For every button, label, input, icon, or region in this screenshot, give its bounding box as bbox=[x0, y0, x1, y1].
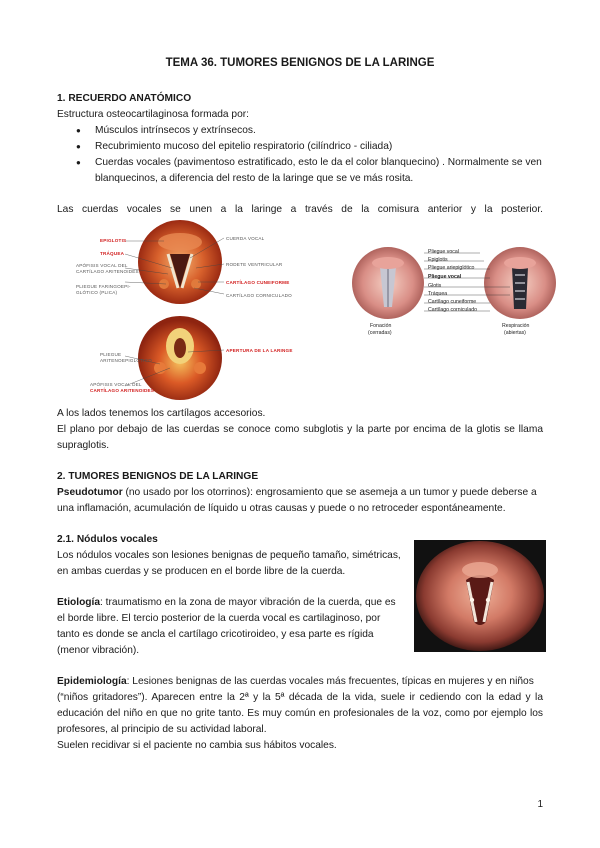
nodulos-intro-line-1: Los nódulos vocales son lesiones benignas de pequeño tamaño, simétricas, bbox=[57, 550, 401, 561]
section-1-heading: 1. RECUERDO ANATÓMICO bbox=[57, 93, 192, 104]
label-cartilago-aritenoides-2: CARTÍLAGO ARITENOIDES bbox=[90, 388, 155, 393]
page-title: TEMA 36. TUMORES BENIGNOS DE LA LARINGE bbox=[165, 57, 435, 69]
bullet-item: Músculos intrínsecos y extrínsecos. bbox=[95, 125, 256, 136]
bullet-item-continuation: blanquecinos, a diferencia del resto de la laringe que se ve más rosita. bbox=[95, 173, 414, 184]
larynx-labeled-figure bbox=[60, 218, 310, 403]
bullet-item: Recubrimiento mucoso del epitelio respiratorio (cilíndrico - ciliada) bbox=[95, 141, 393, 152]
label-apofisis-vocal: APÓFISIS VOCAL DEL bbox=[76, 263, 128, 268]
caption-respiracion: Respiración bbox=[502, 323, 530, 329]
etiologia-text: : traumatismo en la zona de mayor vibración de la cuerda, que es bbox=[100, 597, 396, 608]
label-pliegue-vocal-2: Pliegue vocal bbox=[428, 274, 462, 280]
label-traquea: TRÁQUEA bbox=[100, 251, 125, 256]
paragraph-subglotis: El plano por debajo de las cuerdas se conoce como subglotis y la parte por encima de la glotis se llama bbox=[57, 424, 543, 435]
label-pliegue-ariepiglotico: Pliegue ariepiglótico bbox=[428, 265, 475, 271]
label-cartilago-aritenoides: CARTÍLAGO ARITENOIDES bbox=[76, 269, 139, 274]
page-number: 1 bbox=[537, 799, 543, 810]
pseudotumor-line-1 bbox=[57, 487, 537, 499]
label-apertura-laringe: APERTURA DE LA LARINGE bbox=[226, 348, 293, 353]
label-rodete-ventricular: RODETE VENTRICULAR bbox=[226, 262, 283, 267]
vocal-nodules-photo bbox=[414, 540, 546, 652]
label-cartilago-cuneiforme: CARTÍLAGO CUNEIFORME bbox=[226, 280, 290, 285]
label-pliegue-vocal: Pliegue vocal bbox=[428, 249, 459, 255]
paragraph-supraglotis: supraglotis. bbox=[57, 440, 110, 451]
epidemiologia-line-5: Suelen recidivar si el paciente no cambia sus hábitos vocales. bbox=[57, 740, 337, 751]
vocal-folds-diagram bbox=[350, 245, 560, 340]
epidemiologia-line-2: (“niños gritadores”). Aparecen entre la 2ª y la 5ª década de la vida, suele ir cediendo con la edad y la bbox=[57, 692, 543, 703]
larynx-endoscopy-illustration bbox=[60, 218, 310, 403]
nodulos-intro-line-2: en ambas cuerdas y se producen en el borde libre de la cuerda. bbox=[57, 566, 346, 577]
etiologia-line-2: el borde libre. El tercio posterior de la cuerda vocal es cartilaginoso, por bbox=[57, 613, 381, 624]
etiologia-line-1 bbox=[57, 597, 396, 609]
section-2-1-heading: 2.1. Nódulos vocales bbox=[57, 534, 158, 545]
caption-cerradas: (cerradas) bbox=[368, 330, 392, 336]
pseudotumor-term: Pseudotumor bbox=[57, 487, 123, 498]
caption-fonacion: Fonación bbox=[370, 323, 392, 329]
paragraph-cartilagos: A los lados tenemos los cartílagos accesorios. bbox=[57, 408, 266, 419]
label-aritenoepiglotico: ARITENOEPIGLÓTICO bbox=[100, 358, 152, 363]
etiologia-line-4: (menor vibración). bbox=[57, 645, 140, 656]
label-cartilago-corniculado: CARTÍLAGO CORNICULADO bbox=[226, 293, 292, 298]
pseudotumor-text: (no usado por los otorrinos): engrosamiento que se asemeja a un tumor y puede deberse a bbox=[122, 487, 537, 498]
label-cartilago-cuneiforme-right: Cartílago cuneiforme bbox=[428, 299, 477, 305]
epidemiologia-line-4: profesores, al principio de su actividad laboral. bbox=[57, 724, 267, 735]
section-1-intro: Estructura osteocartilaginosa formada por: bbox=[57, 109, 249, 120]
label-cuerda-vocal: CUERDA VOCAL bbox=[226, 236, 265, 241]
epidemiologia-line-3: educación del niño en que no grite tanto. Es muy común en profesionales de la voz, como por ejemplo los bbox=[57, 708, 543, 719]
label-pliegue: PLIEGUE bbox=[100, 352, 122, 357]
label-traquea-right: Tráquea bbox=[428, 291, 448, 297]
caption-abiertas: (abiertas) bbox=[504, 330, 526, 336]
label-cartilago-corniculado-right: Cartílago corniculado bbox=[428, 307, 478, 313]
label-epiglotis: EPIGLOTIS bbox=[100, 238, 127, 243]
etiologia-line-3: tanto es donde se ancla el cartílago cricotiroideo, y esa parte es rígida bbox=[57, 629, 374, 640]
epidemiologia-text: : Lesiones benignas de las cuerdas vocales más frecuentes, típicas en mujeres y en niños bbox=[126, 676, 534, 687]
label-epiglotis-right: Epiglotis bbox=[428, 257, 448, 263]
section-2-heading: 2. TUMORES BENIGNOS DE LA LARINGE bbox=[57, 471, 259, 482]
label-pliegue-faringo: PLIEGUE FARINGOEPI- bbox=[76, 284, 131, 289]
label-glotico: GLÓTICO (PLICA) bbox=[76, 290, 118, 295]
label-glotis: Glotis bbox=[428, 283, 442, 289]
bullet-item: Cuerdas vocales (pavimentoso estratificado, esto le da el color blanquecino) . Normalmente se ven bbox=[95, 157, 542, 168]
pseudotumor-line-2: una inflamación, acumulación de líquido u otras causas y puede o no retroceder espontáneamente. bbox=[57, 503, 506, 514]
etiologia-term: Etiología bbox=[57, 597, 101, 608]
bullet-dot: ● bbox=[76, 158, 81, 167]
bullet-dot: ● bbox=[76, 142, 81, 151]
label-apofisis-vocal-2: APÓFISIS VOCAL DEL bbox=[90, 382, 142, 387]
nodules-endoscopy-image bbox=[414, 540, 546, 652]
commissure-paragraph: Las cuerdas vocales se unen a la laringe a través de la comisura anterior y la posterior. bbox=[57, 204, 543, 215]
bullet-dot: ● bbox=[76, 126, 81, 135]
epidemiologia-term: Epidemiología bbox=[57, 676, 127, 687]
epidemiologia-line-1 bbox=[57, 676, 534, 688]
